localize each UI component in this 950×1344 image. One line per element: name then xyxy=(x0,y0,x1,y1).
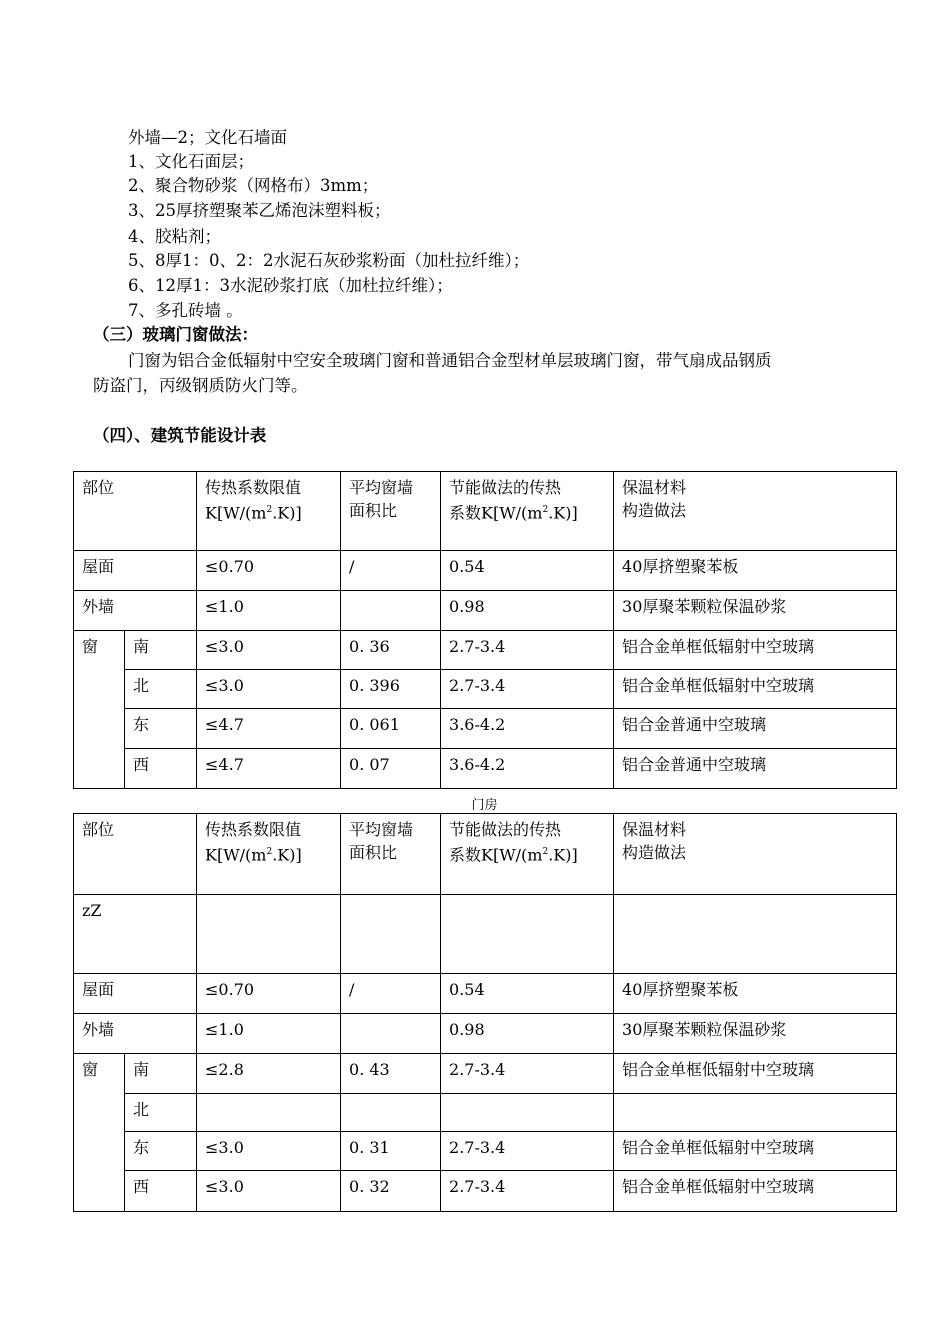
section3-heading: （三）玻璃门窗做法： xyxy=(93,325,258,344)
energy-table-1 xyxy=(73,471,897,789)
table-row: 西 ≤3.0 0. 32 2.7-3.4 铝合金单框低辐射中空玻璃 xyxy=(74,1171,897,1212)
table-row: 窗 南 ≤3.0 0. 36 2.7-3.4 铝合金单框低辐射中空玻璃 xyxy=(74,631,897,670)
header-part: 部位 xyxy=(74,472,197,551)
header-material: 保温材料 构造做法 xyxy=(614,472,897,551)
table-row: 东 ≤3.0 0. 31 2.7-3.4 铝合金单框低辐射中空玻璃 xyxy=(74,1132,897,1171)
table-row: 窗 南 ≤2.8 0. 43 2.7-3.4 铝合金单框低辐射中空玻璃 xyxy=(74,1054,897,1094)
section3-para-1: 门窗为铝合金低辐射中空安全玻璃门窗和普通铝合金型材单层玻璃门窗，带气扇成品钢质 xyxy=(128,351,772,370)
table-header-row xyxy=(74,814,897,895)
header-ratio: 平均窗墙 面积比 xyxy=(341,472,441,551)
table-row: 西 ≤4.7 0. 07 3.6-4.2 铝合金普通中空玻璃 xyxy=(74,749,897,789)
header-k-limit: 传热系数限值 $K[W/(m^2.K)]$ xyxy=(197,472,341,551)
table2-caption: 门房 xyxy=(471,798,498,813)
line-7: 7、多孔砖墙 。 xyxy=(128,301,243,320)
line-6: 6、12厚1：3水泥砂浆打底（加杜拉纤维）； xyxy=(128,276,453,295)
line-5: 5、8厚1：0、2：2水泥石灰砂浆粉面（加杜拉纤维）； xyxy=(128,251,530,270)
table-row: 外墙 ≤1.0 0.98 30厚聚苯颗粒保温砂浆 xyxy=(74,1014,897,1054)
line-1: 1、文化石面层； xyxy=(128,152,254,171)
line-0: 外墙—2；文化石墙面 xyxy=(128,128,287,147)
energy-table-2 xyxy=(73,813,897,1212)
table-row: 屋面 ≤0.70 / 0.54 40厚挤塑聚苯板 xyxy=(74,551,897,591)
section3-para-2: 防盗门，丙级钢质防火门等。 xyxy=(93,376,308,395)
section4-heading: （四）、建筑节能设计表 xyxy=(93,426,267,445)
header-design-k: 节能做法的传热 系数$K[W/(m^2.K)]$ xyxy=(441,814,614,895)
table-row: zZ xyxy=(74,895,897,974)
line-3: 3、25厚挤塑聚苯乙烯泡沫塑料板； xyxy=(128,201,391,220)
table-row: 北 xyxy=(74,1094,897,1132)
table-header-row xyxy=(74,472,897,551)
line-4: 4、胶粘剂； xyxy=(128,227,221,246)
window-label: 窗 xyxy=(74,1054,125,1212)
header-k-limit: 传热系数限值 $K[W/(m^2.K)]$ xyxy=(197,814,341,895)
window-label: 窗 xyxy=(74,631,125,789)
header-design-k: 节能做法的传热 系数$K[W/(m^2.K)]$ xyxy=(441,472,614,551)
header-material: 保温材料 构造做法 xyxy=(614,814,897,895)
header-part: 部位 xyxy=(74,814,197,895)
table-row: 北 ≤3.0 0. 396 2.7-3.4 铝合金单框低辐射中空玻璃 xyxy=(74,670,897,709)
line-2: 2、聚合物砂浆（网格布）3mm； xyxy=(128,176,379,195)
table-row: 外墙 ≤1.0 0.98 30厚聚苯颗粒保温砂浆 xyxy=(74,591,897,631)
header-ratio: 平均窗墙 面积比 xyxy=(341,814,441,895)
table-row: 屋面 ≤0.70 / 0.54 40厚挤塑聚苯板 xyxy=(74,974,897,1014)
table-row: 东 ≤4.7 0. 061 3.6-4.2 铝合金普通中空玻璃 xyxy=(74,709,897,749)
